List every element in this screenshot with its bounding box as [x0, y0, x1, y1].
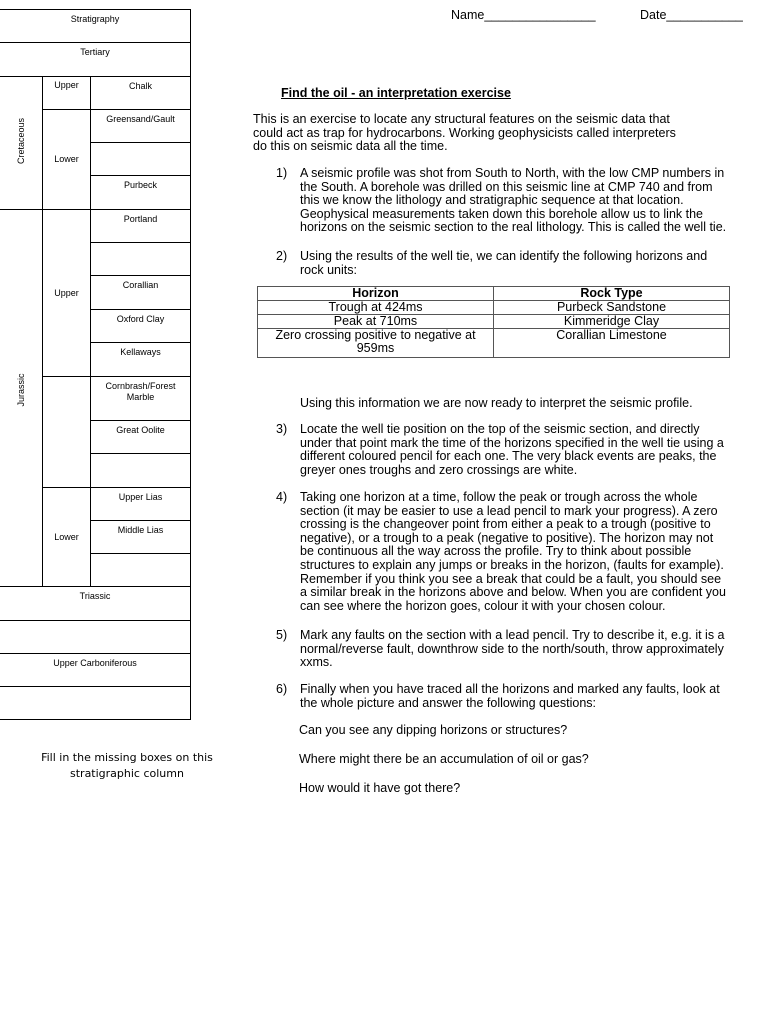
- portland-cell: Portland: [123, 214, 158, 224]
- table-cell: Peak at 710ms: [258, 315, 494, 329]
- text-line: Taking one horizon at a time, follow the peak or trough across the whole: [300, 490, 698, 504]
- text-line: A seismic profile was shot from South to North, with the low CMP numbers in: [300, 166, 725, 180]
- item-number: 4): [276, 490, 288, 504]
- text-line: can see where the horizon goes, colour it with your chosen colour.: [300, 598, 666, 613]
- text-line: Locate the well tie position on the top of the seismic section, and directly: [300, 422, 700, 436]
- table-cell: Corallian Limestone: [494, 329, 730, 358]
- text-line: section (it may be easier to use a lead pencil to mark your progress). A zero: [300, 503, 718, 518]
- text-line: greyer ones troughs and zero crossings are white.: [300, 462, 578, 477]
- question-1: Can you see any dipping horizons or structures?: [299, 723, 568, 737]
- text-line: This is an exercise to locate any structural features on the seismic data that: [253, 112, 670, 126]
- text-line: horizons on the seismic section to the real lithology. This is called the well tie.: [300, 220, 727, 235]
- item-number: 3): [276, 422, 288, 436]
- table-row: [258, 301, 730, 315]
- jurassic-middle-blank[interactable]: [43, 377, 90, 487]
- text-line: Remember if you think you see a break that could be a fault, you should see: [300, 571, 722, 586]
- strat-title: Stratigraphy: [70, 14, 120, 24]
- text-line: a similar break in the horizons above and below. When you are confident you: [300, 585, 726, 600]
- text-line: crossing is the changeover point from either a peak to a trough (positive to: [300, 517, 711, 532]
- blank-cell[interactable]: [0, 687, 190, 719]
- text-line: Finally when you have traced all the horizons and marked any faults, look at: [300, 682, 720, 696]
- text-line: do this on seismic data all the time.: [253, 139, 448, 154]
- table-cell: Trough at 424ms: [258, 301, 494, 315]
- text-line: be continuous all the way across the profile. Try to think about possible: [300, 544, 692, 559]
- item-text: [300, 683, 750, 710]
- cretaceous-label: Cretaceous: [16, 117, 26, 165]
- great-oolite-cell: Great Oolite: [116, 425, 165, 435]
- item-number: 2): [276, 249, 288, 263]
- text-line: Using the results of the well tie, we can identify the following horizons and: [300, 249, 708, 263]
- text-line: this we know the lithology and stratigraphic sequence at that location.: [300, 193, 684, 208]
- question-3: How would it have got there?: [299, 781, 461, 795]
- text-line: xxms.: [300, 655, 333, 670]
- upper-lias-cell: Upper Lias: [118, 492, 163, 502]
- jurassic-upper: Upper: [54, 287, 79, 298]
- text-line: could act as trap for hydrocarbons. Working geophysicists called interpreters: [253, 125, 676, 140]
- date-field-label: Date___________: [640, 8, 743, 22]
- jurassic-label: Jurassic: [16, 373, 26, 407]
- text-line: under that point mark the time of the horizons specified in the well tie using a: [300, 435, 724, 450]
- text-line: different coloured pencil for each one. The very black events are peaks, the: [300, 449, 717, 464]
- column-caption: [14, 750, 240, 782]
- item-text: [300, 629, 750, 670]
- table-header: Horizon: [258, 287, 494, 301]
- item-text: [300, 250, 750, 277]
- name-field-label: Name________________: [451, 8, 596, 22]
- text-line: normal/reverse fault, downthrow side to the north/south, throw approximately: [300, 641, 724, 656]
- table-row: [258, 315, 730, 329]
- using-info-text: Using this information we are now ready to interpret the seismic profile.: [300, 396, 693, 410]
- intro-paragraph: [253, 113, 733, 154]
- text-line: structures to explain any jumps or breaks in the horizon, (faults for example).: [300, 557, 724, 572]
- jurassic-lower: Lower: [54, 531, 79, 542]
- cornbrash-cell: Cornbrash/Forest Marble: [105, 381, 176, 402]
- column-right-border: [190, 9, 191, 720]
- blank-cell[interactable]: [91, 243, 190, 275]
- text-line: the South. A borehole was drilled on this seismic line at CMP 740 and from: [300, 179, 713, 194]
- table-row: [258, 329, 730, 358]
- blank-cell[interactable]: [91, 554, 190, 586]
- question-2: Where might there be an accumulation of oil or gas?: [299, 752, 589, 766]
- page-title: Find the oil - an interpretation exercise: [281, 86, 511, 100]
- horizon-table: [257, 286, 730, 358]
- item-number: 6): [276, 682, 288, 696]
- text-line: negative), or a trough to a peak (negative to positive). The horizon may not: [300, 530, 714, 545]
- table-header-row: [258, 287, 730, 301]
- middle-lias-cell: Middle Lias: [117, 525, 164, 535]
- purbeck-cell: Purbeck: [123, 180, 158, 190]
- blank-cell[interactable]: [0, 621, 190, 653]
- table-header: Rock Type: [494, 287, 730, 301]
- item-number: 5): [276, 628, 288, 642]
- item-text: [300, 167, 750, 235]
- caption-line: stratigraphic column: [70, 767, 184, 780]
- blank-cell[interactable]: [91, 454, 190, 487]
- text-line: Mark any faults on the section with a lead pencil. Try to describe it, e.g. it is a: [300, 628, 725, 642]
- caption-line: Fill in the missing boxes on this: [41, 751, 213, 764]
- table-cell: Kimmeridge Clay: [494, 315, 730, 329]
- item-text: [300, 491, 750, 613]
- text-line: Geophysical measurements taken down this borehole allow us to link the: [300, 206, 703, 221]
- upper-carboniferous-cell: Upper Carboniferous: [53, 658, 137, 668]
- greensand-cell: Greensand/Gault: [106, 114, 175, 124]
- table-cell: Purbeck Sandstone: [494, 301, 730, 315]
- chalk-cell: Chalk: [128, 81, 152, 91]
- tertiary-cell: Tertiary: [80, 47, 110, 57]
- corallian-cell: Corallian: [122, 280, 159, 290]
- text-line: the whole picture and answer the following questions:: [300, 695, 597, 710]
- text-line: rock units:: [300, 262, 357, 277]
- kellaways-cell: Kellaways: [120, 347, 161, 357]
- blank-cell[interactable]: [91, 143, 190, 175]
- triassic-cell: Triassic: [79, 591, 111, 601]
- table-cell: Zero crossing positive to negative at 959ms: [258, 329, 494, 358]
- item-text: [300, 423, 750, 477]
- cretaceous-lower: Lower: [54, 154, 79, 164]
- row-line: [0, 719, 191, 720]
- cretaceous-upper: Upper: [54, 80, 79, 90]
- oxford-clay-cell: Oxford Clay: [116, 314, 165, 324]
- item-number: 1): [276, 166, 288, 180]
